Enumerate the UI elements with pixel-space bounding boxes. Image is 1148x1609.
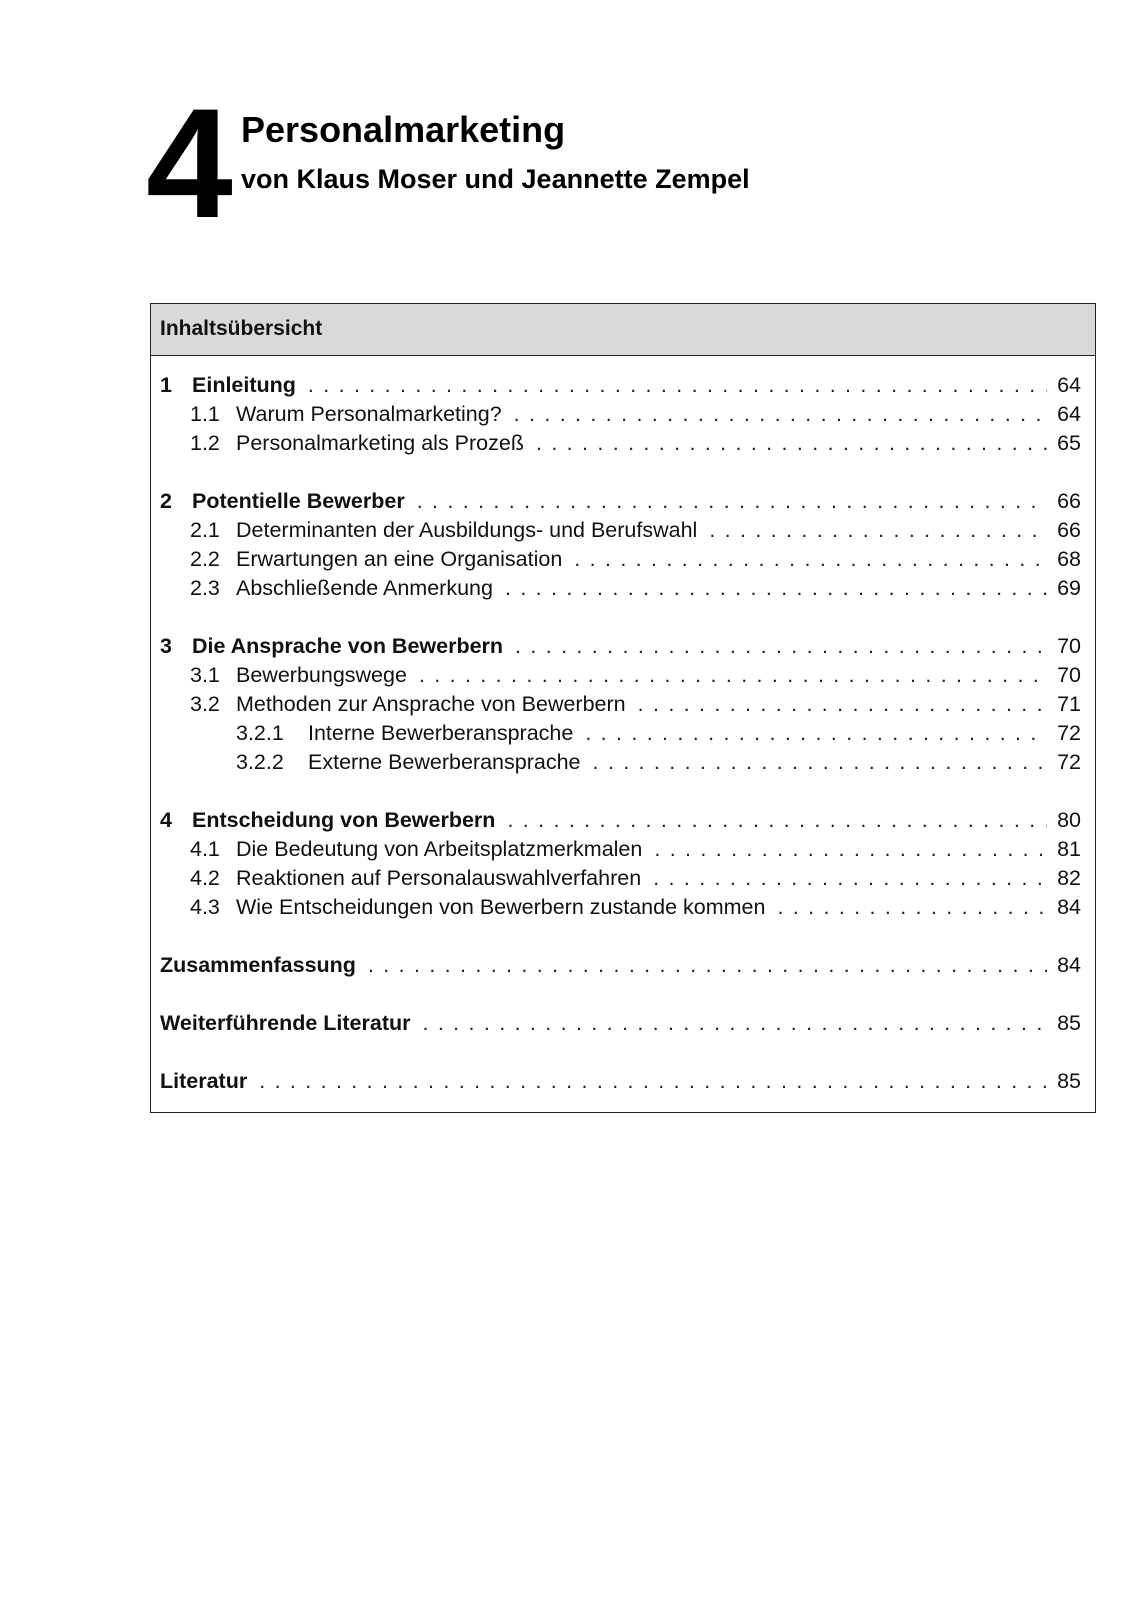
toc-entry-title: Warum Personalmarketing? bbox=[236, 402, 502, 426]
toc-leader-dots bbox=[368, 950, 1047, 980]
toc-entry-number: 2.3 bbox=[190, 576, 220, 600]
toc-entry-title: Erwartungen an eine Organisation bbox=[236, 547, 563, 571]
toc-leader-dots bbox=[259, 1066, 1047, 1096]
toc-entry-number: 4 bbox=[160, 808, 172, 832]
toc-entry-page: 71 bbox=[1057, 692, 1081, 716]
toc-entry-number: 4.2 bbox=[190, 866, 220, 890]
toc-entry[interactable] bbox=[160, 370, 1081, 400]
toc-leader-dots bbox=[638, 689, 1047, 719]
toc-entry[interactable] bbox=[160, 805, 1081, 835]
toc-entry[interactable] bbox=[160, 950, 1081, 980]
toc-entry[interactable] bbox=[190, 399, 1081, 429]
toc-entry-title: Die Bedeutung von Arbeitsplatzmerkmalen bbox=[236, 837, 643, 861]
toc-entry-number: 3 bbox=[160, 634, 172, 658]
toc-entry-number: 3.2.1 bbox=[236, 721, 284, 745]
toc-entry-title: Abschließende Anmerkung bbox=[236, 576, 493, 600]
toc-heading: Inhaltsübersicht bbox=[151, 304, 1095, 356]
toc-entry-title: Reaktionen auf Personalauswahlverfahren bbox=[236, 866, 642, 890]
toc-entry-page: 72 bbox=[1057, 721, 1081, 745]
toc-entry-page: 64 bbox=[1057, 373, 1081, 397]
toc-entry[interactable] bbox=[190, 892, 1081, 922]
toc-entry-page: 64 bbox=[1057, 402, 1081, 426]
toc-entry[interactable] bbox=[160, 486, 1081, 516]
chapter-title: Personalmarketing bbox=[241, 109, 566, 150]
toc-leader-dots bbox=[536, 428, 1047, 458]
toc-entry[interactable] bbox=[190, 863, 1081, 893]
toc-leader-dots bbox=[422, 1008, 1047, 1038]
toc-leader-dots bbox=[654, 834, 1047, 864]
toc-entry-number: 2.2 bbox=[190, 547, 220, 571]
toc-entry-title: Determinanten der Ausbildungs- und Berufswahl bbox=[236, 518, 698, 542]
toc-entry-page: 80 bbox=[1057, 808, 1081, 832]
toc-entry-number: 3.2.2 bbox=[236, 750, 284, 774]
toc-entry[interactable] bbox=[190, 544, 1081, 574]
toc-entry-number: 1.2 bbox=[190, 431, 220, 455]
toc-entry-page: 84 bbox=[1057, 953, 1081, 977]
toc-entry-page: 70 bbox=[1057, 663, 1081, 687]
toc-entry[interactable] bbox=[190, 660, 1081, 690]
toc-entry-number: 3.2 bbox=[190, 692, 220, 716]
toc-entry-page: 84 bbox=[1057, 895, 1081, 919]
toc-leader-dots bbox=[514, 399, 1047, 429]
toc-entry[interactable] bbox=[236, 718, 1081, 748]
toc-entry-title: Literatur bbox=[160, 1069, 248, 1093]
toc-leader-dots bbox=[515, 631, 1047, 661]
toc-entry-title: Potentielle Bewerber bbox=[192, 489, 405, 513]
toc-entry-number: 4.1 bbox=[190, 837, 220, 861]
toc-entry-title: Einleitung bbox=[192, 373, 296, 397]
toc-entry-page: 72 bbox=[1057, 750, 1081, 774]
toc-entry-title: Weiterführende Literatur bbox=[160, 1011, 411, 1035]
toc-entry-number: 3.1 bbox=[190, 663, 220, 687]
toc-leader-dots bbox=[585, 718, 1047, 748]
toc-leader-dots bbox=[419, 660, 1047, 690]
toc-leader-dots bbox=[709, 515, 1047, 545]
toc-leader-dots bbox=[505, 573, 1047, 603]
toc-leader-dots bbox=[417, 486, 1047, 516]
chapter-authors: von Klaus Moser und Jeannette Zempel bbox=[241, 164, 750, 194]
toc-entry[interactable] bbox=[190, 428, 1081, 458]
toc-entry-title: Die Ansprache von Bewerbern bbox=[192, 634, 504, 658]
toc-entry-title: Zusammenfassung bbox=[160, 953, 356, 977]
toc-leader-dots bbox=[507, 805, 1047, 835]
toc-entry-page: 66 bbox=[1057, 489, 1081, 513]
toc-entry-page: 70 bbox=[1057, 634, 1081, 658]
toc-leader-dots bbox=[653, 863, 1047, 893]
toc-entry-title: Externe Bewerberansprache bbox=[308, 750, 581, 774]
toc-entry-number: 1 bbox=[160, 373, 172, 397]
toc-entry-number: 4.3 bbox=[190, 895, 220, 919]
chapter-number: 4 bbox=[146, 77, 229, 251]
toc-entry-title: Entscheidung von Bewerbern bbox=[192, 808, 496, 832]
toc-entry-title: Interne Bewerberansprache bbox=[308, 721, 574, 745]
toc-entry[interactable] bbox=[190, 834, 1081, 864]
toc-leader-dots bbox=[593, 747, 1048, 777]
toc-leader-dots bbox=[574, 544, 1047, 574]
toc-entry-title: Wie Entscheidungen von Bewerbern zustande kommen bbox=[236, 895, 766, 919]
toc-entry-number: 1.1 bbox=[190, 402, 220, 426]
toc-leader-dots bbox=[777, 892, 1047, 922]
table-of-contents bbox=[150, 303, 1096, 1113]
toc-entry-page: 69 bbox=[1057, 576, 1081, 600]
toc-entry-page: 66 bbox=[1057, 518, 1081, 542]
toc-entry[interactable] bbox=[190, 689, 1081, 719]
toc-entry[interactable] bbox=[190, 515, 1081, 545]
toc-entry-page: 68 bbox=[1057, 547, 1081, 571]
toc-entry-page: 85 bbox=[1057, 1011, 1081, 1035]
toc-entry-page: 85 bbox=[1057, 1069, 1081, 1093]
toc-entry-page: 81 bbox=[1057, 837, 1081, 861]
toc-entry[interactable] bbox=[236, 747, 1081, 777]
toc-entry-number: 2.1 bbox=[190, 518, 220, 542]
toc-entry-number: 2 bbox=[160, 489, 172, 513]
toc-entry-title: Bewerbungswege bbox=[236, 663, 407, 687]
toc-entry[interactable] bbox=[160, 1008, 1081, 1038]
toc-entry[interactable] bbox=[160, 1066, 1081, 1096]
toc-entry-title: Personalmarketing als Prozeß bbox=[236, 431, 524, 455]
toc-entry-page: 65 bbox=[1057, 431, 1081, 455]
toc-entry[interactable] bbox=[190, 573, 1081, 603]
toc-entry-page: 82 bbox=[1057, 866, 1081, 890]
toc-entry[interactable] bbox=[160, 631, 1081, 661]
toc-leader-dots bbox=[308, 370, 1047, 400]
toc-entry-title: Methoden zur Ansprache von Bewerbern bbox=[236, 692, 626, 716]
